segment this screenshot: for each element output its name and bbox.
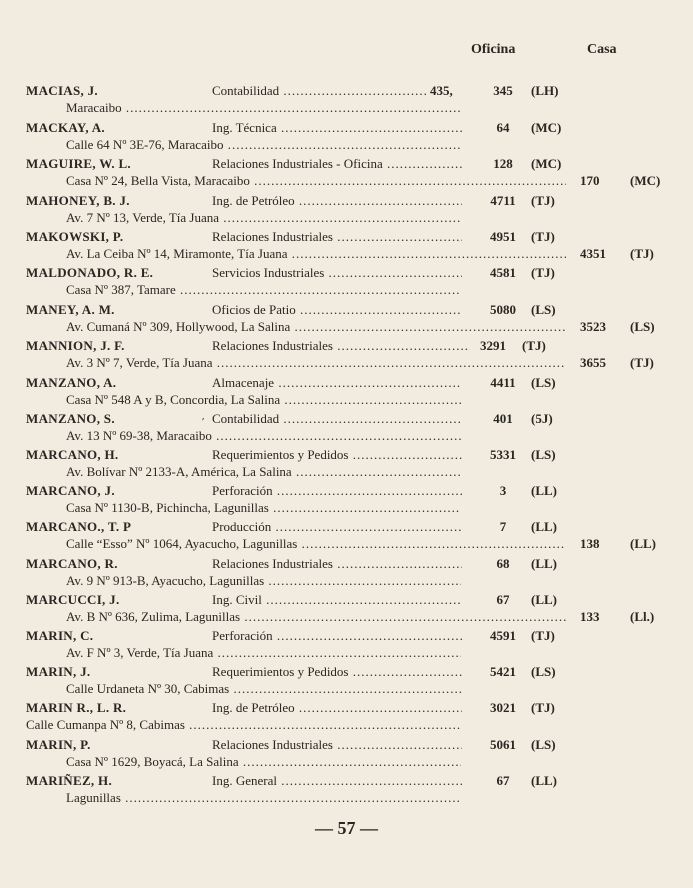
- entry-name: MANZANO, S.: [26, 411, 115, 426]
- entry-name: MARCANO., T. P: [26, 519, 132, 534]
- entry-main-row: [0, 446, 693, 464]
- entry-address-row: [0, 753, 693, 771]
- home-number: 138: [580, 536, 600, 551]
- office-number: 5080: [490, 302, 516, 317]
- entry-name: MANZANO, A.: [26, 375, 117, 390]
- entry-department: Relaciones Industriales .....: [212, 555, 462, 573]
- entry-main-row: [0, 119, 693, 137]
- office-number: 5061: [490, 737, 516, 752]
- entry-main-row: [0, 482, 693, 500]
- office-code: (LS): [531, 375, 556, 390]
- home-code: (LL): [630, 536, 656, 551]
- home-code: (LS): [630, 319, 655, 334]
- entry-name: MANNION, J. F.: [26, 338, 125, 353]
- entry-main-row: [0, 301, 693, 319]
- entry-address-row: [0, 680, 693, 698]
- entry-address-row: [0, 172, 693, 190]
- home-number: 3655: [580, 355, 606, 370]
- entry-department: Relaciones Industriales - Oficina .....: [212, 155, 462, 173]
- office-code: (LL): [531, 519, 557, 534]
- office-code: (LS): [531, 447, 556, 462]
- entry-name: MARIÑEZ, H.: [26, 773, 112, 788]
- entry-main-row: [0, 555, 693, 573]
- entry-address-row: [0, 391, 693, 409]
- office-number: 3: [499, 483, 507, 498]
- entry-main-row: [0, 337, 693, 355]
- entry-name: MARCUCCI, J.: [26, 592, 120, 607]
- entry-department: Almacenaje .....: [212, 374, 462, 392]
- office-number: 68: [496, 556, 510, 571]
- header-casa: Casa: [587, 42, 617, 57]
- home-number: 4351: [580, 246, 606, 261]
- entry-address-row: [0, 281, 693, 299]
- entry-address: Av. La Ceiba Nº 14, Miramonte, Tía Juana .....: [66, 245, 566, 263]
- entry-main-row: [0, 228, 693, 246]
- entry-department: Ing. General .....: [212, 772, 462, 790]
- entry-main-row: [0, 663, 693, 681]
- entry-address-row: [0, 716, 693, 734]
- entry-main-row: [0, 772, 693, 790]
- entry-department: Relaciones Industriales .....: [212, 736, 462, 754]
- entry-address: Av. B Nº 636, Zulima, Lagunillas .....: [66, 608, 566, 626]
- entry-name: MAKOWSKI, P.: [26, 229, 124, 244]
- entry-department: Relaciones Industriales .....: [212, 228, 462, 246]
- office-code: (LS): [531, 664, 556, 679]
- entry-main-row: [0, 82, 693, 100]
- entry-address-row: [0, 608, 693, 626]
- entry-department: Requerimientos y Pedidos .....: [212, 663, 462, 681]
- entry-address: Av. 3 Nº 7, Verde, Tía Juana .....: [66, 354, 566, 372]
- office-code: (LS): [531, 737, 556, 752]
- entry-address-row: [0, 463, 693, 481]
- entry-name: MANEY, A. M.: [26, 302, 115, 317]
- entry-main-row: [0, 410, 693, 428]
- office-number: 67: [496, 592, 510, 607]
- entry-address-row: [0, 318, 693, 336]
- entry-main-row: [0, 627, 693, 645]
- entry-name: MARIN, P.: [26, 737, 91, 752]
- office-code: (5J): [531, 411, 553, 426]
- office-code: (TJ): [531, 229, 555, 244]
- entry-address: Casa Nº 24, Bella Vista, Maracaibo .....: [66, 172, 566, 190]
- home-number: 170: [580, 173, 600, 188]
- entry-address-row: [0, 572, 693, 590]
- office-number: 4591: [490, 628, 516, 643]
- office-code: (TJ): [531, 193, 555, 208]
- office-code: (LL): [531, 773, 557, 788]
- entry-address-row: [0, 245, 693, 263]
- office-number: 5421: [490, 664, 516, 679]
- entry-department: Oficios de Patio .....: [212, 301, 462, 319]
- entry-address-row: [0, 535, 693, 553]
- entry-department: Contabilidad .....: [212, 82, 427, 100]
- entry-address: Av. 13 Nº 69-38, Maracaibo .....: [66, 427, 461, 445]
- entry-name: MAHONEY, B. J.: [26, 193, 130, 208]
- entry-main-row: [0, 192, 693, 210]
- entry-address-row: [0, 789, 693, 807]
- entry-address: Casa Nº 1629, Boyacá, La Salina .....: [66, 753, 461, 771]
- office-number: 3021: [490, 700, 516, 715]
- header-oficina: Oficina: [471, 42, 516, 57]
- office-number: 401: [493, 411, 513, 426]
- entry-name: MARCANO, R.: [26, 556, 118, 571]
- office-code: (TJ): [522, 338, 546, 353]
- office-code: (TJ): [531, 265, 555, 280]
- entry-address: Casa Nº 548 A y B, Concordia, La Salina .....: [66, 391, 461, 409]
- entry-address: Casa Nº 1130-B, Pichincha, Lagunillas .....: [66, 499, 461, 517]
- entry-main-row: [0, 374, 693, 392]
- office-code: (MC): [531, 120, 562, 135]
- page-number: — 57 —: [315, 818, 378, 838]
- entry-address: Av. F Nº 3, Verde, Tía Juana .....: [66, 644, 461, 662]
- entry-address: Av. Bolívar Nº 2133-A, América, La Salina .....: [66, 463, 461, 481]
- entry-address-row: [0, 427, 693, 445]
- entry-extension: 435,: [430, 83, 453, 98]
- office-number: 4581: [490, 265, 516, 280]
- entry-address: Casa Nº 387, Tamare .....: [66, 281, 461, 299]
- entry-department: Servicios Industriales .....: [212, 264, 462, 282]
- entry-address: Calle Cumanpa Nº 8, Cabimas .....: [26, 716, 461, 734]
- entry-address-row: [0, 354, 693, 372]
- office-code: (TJ): [531, 700, 555, 715]
- entry-address: Maracaibo .....: [66, 99, 461, 117]
- entry-name: MARCANO, H.: [26, 447, 119, 462]
- entry-main-row: [0, 155, 693, 173]
- entry-name: MARIN, J.: [26, 664, 91, 679]
- office-number: 64: [496, 120, 510, 135]
- entry-address: Calle Urdaneta Nº 30, Cabimas .....: [66, 680, 461, 698]
- entry-address: Av. 9 Nº 913-B, Ayacucho, Lagunillas .....: [66, 572, 461, 590]
- entry-main-row: [0, 591, 693, 609]
- office-number: 4711: [490, 193, 516, 208]
- office-code: (MC): [531, 156, 562, 171]
- office-code: (LH): [531, 83, 559, 98]
- entry-main-row: [0, 699, 693, 717]
- office-code: (LL): [531, 592, 557, 607]
- entry-main-row: [0, 736, 693, 754]
- office-number: 67: [496, 773, 510, 788]
- entry-name: MARIN R., L. R.: [26, 700, 127, 715]
- home-number: 3523: [580, 319, 606, 334]
- entry-name: MAGUIRE, W. L.: [26, 156, 131, 171]
- entry-department: Relaciones Industriales .....: [212, 337, 470, 355]
- entry-name: MACIAS, J.: [26, 83, 98, 98]
- entry-address: Av. Cumaná Nº 309, Hollywood, La Salina .....: [66, 318, 566, 336]
- entry-department: Ing. Civil .....: [212, 591, 462, 609]
- entry-name: MALDONADO, R. E.: [26, 265, 154, 280]
- entry-address-row: [0, 209, 693, 227]
- entry-name: MARIN, C.: [26, 628, 94, 643]
- home-code: (TJ): [630, 246, 654, 261]
- office-number: 7: [499, 519, 507, 534]
- home-code: (TJ): [630, 355, 654, 370]
- office-number: 5331: [490, 447, 516, 462]
- office-number: 3291: [480, 338, 506, 353]
- entry-department: Requerimientos y Pedidos .....: [212, 446, 462, 464]
- entry-main-row: [0, 518, 693, 536]
- office-number: 128: [493, 156, 513, 171]
- home-number: 133: [580, 609, 600, 624]
- home-code: (Ll.): [630, 609, 655, 624]
- entry-address-row: [0, 136, 693, 154]
- home-code: (MC): [630, 173, 661, 188]
- office-code: (TJ): [531, 628, 555, 643]
- office-code: (LS): [531, 302, 556, 317]
- entry-address-row: [0, 644, 693, 662]
- tick-mark: ʹ: [202, 416, 205, 428]
- entry-main-row: [0, 264, 693, 282]
- entry-address-row: [0, 99, 693, 117]
- entry-address: Lagunillas .....: [66, 789, 461, 807]
- entry-address-row: [0, 499, 693, 517]
- entry-address: Calle 64 Nº 3E-76, Maracaibo .....: [66, 136, 461, 154]
- entry-department: Ing. de Petróleo .....: [212, 192, 462, 210]
- entry-department: Ing. de Petróleo .....: [212, 699, 462, 717]
- office-code: (LL): [531, 483, 557, 498]
- entry-department: Ing. Técnica .....: [212, 119, 462, 137]
- entry-department: Perforación .....: [212, 627, 462, 645]
- entry-address: Av. 7 Nº 13, Verde, Tía Juana .....: [66, 209, 461, 227]
- entry-name: MARCANO, J.: [26, 483, 115, 498]
- office-number: 4951: [490, 229, 516, 244]
- entry-address: Calle “Esso” Nº 1064, Ayacucho, Lagunillas .....: [66, 535, 566, 553]
- entry-department: Contabilidad .....: [212, 410, 462, 428]
- entry-department: Perforación .....: [212, 482, 462, 500]
- entry-department: Producción .....: [212, 518, 462, 536]
- office-number: 4411: [490, 375, 516, 390]
- office-number: 345: [493, 83, 513, 98]
- office-code: (LL): [531, 556, 557, 571]
- entry-name: MACKAY, A.: [26, 120, 105, 135]
